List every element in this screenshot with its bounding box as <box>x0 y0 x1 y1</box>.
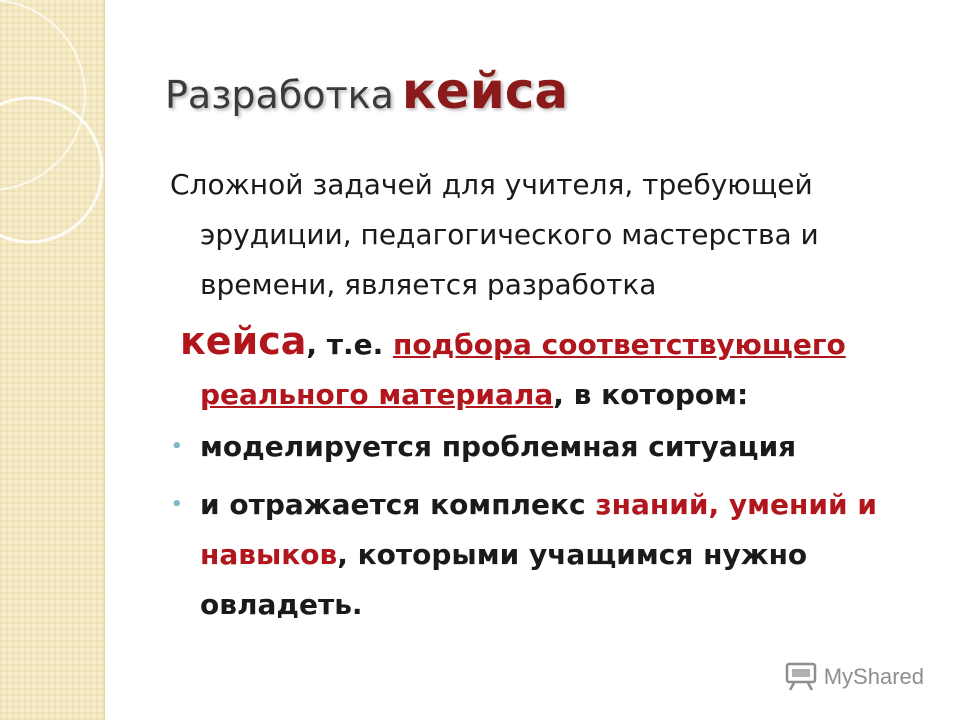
bullet-text: моделируется проблемная ситуация <box>200 430 797 463</box>
bullet-list <box>170 422 920 630</box>
kase-word: кейса <box>180 319 307 363</box>
slide-body <box>170 160 920 638</box>
paragraph-definition <box>170 316 920 420</box>
definition-tail: , в котором: <box>553 378 749 411</box>
watermark <box>784 662 924 692</box>
slide-title <box>165 62 568 120</box>
watermark-text: MyShared <box>823 664 924 689</box>
underlined-phrase: подбора соответствующего реального материала <box>200 328 846 411</box>
te-text: , т.е. <box>306 328 393 361</box>
decorative-circles <box>0 0 104 720</box>
projector-icon <box>784 662 818 692</box>
bullet-icon: • <box>171 494 183 515</box>
bullet-suffix: , которыми учащимся нужно овладеть. <box>200 538 808 621</box>
paragraph-intro: Сложной задачей для учителя, требующей эрудиции, педагогического мастерства и времени, является разработка <box>170 168 819 301</box>
decorative-side-band <box>0 0 105 720</box>
bullet-item <box>170 480 920 630</box>
bullet-icon: • <box>171 436 183 457</box>
bullet-prefix: и отражается комплекс <box>200 488 596 521</box>
bullet-item <box>170 422 920 472</box>
bullet-highlight: знаний, умений и навыков <box>200 488 877 571</box>
title-main: Разработка <box>165 73 394 117</box>
title-accent: кейса <box>401 62 569 120</box>
